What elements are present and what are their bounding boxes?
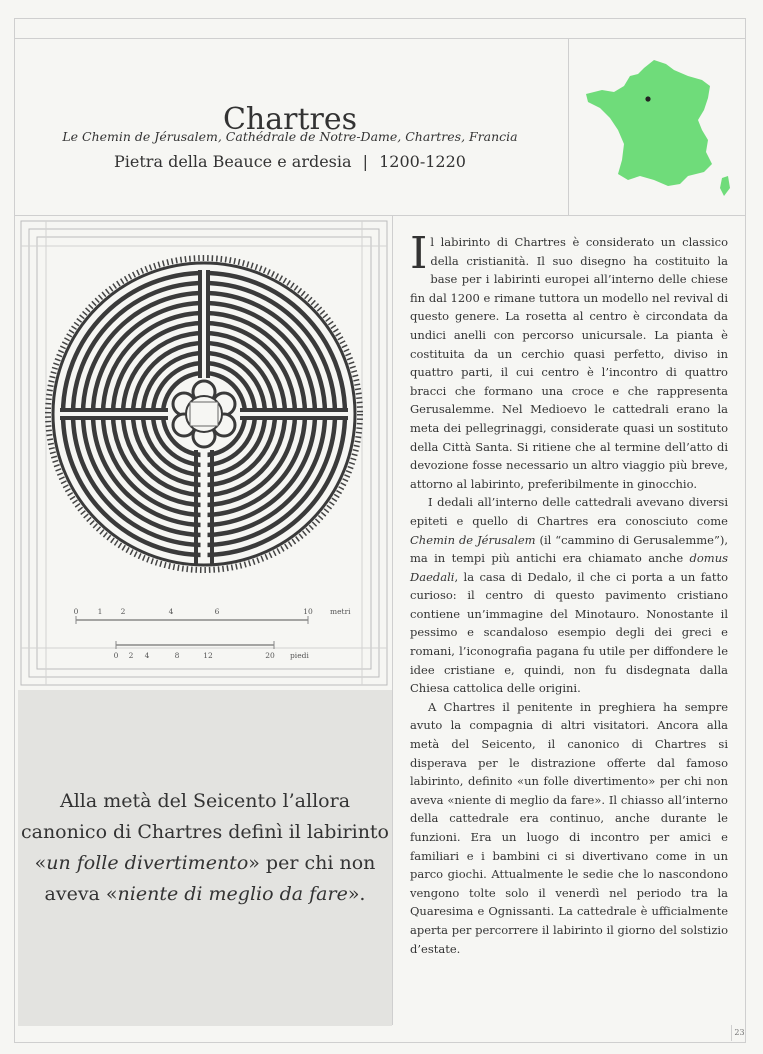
quote-emphasis-1: un folle divertimento: [46, 852, 249, 874]
column-divider: [392, 215, 393, 1025]
metri-tick-3: 4: [168, 607, 174, 616]
page-number: 23: [731, 1025, 747, 1041]
quote-text-2: » per chi non aveva «: [44, 852, 376, 905]
header-top-rule: [14, 38, 746, 39]
piedi-tick-2: 4: [144, 651, 150, 660]
paragraph-2: [410, 493, 728, 698]
header-bottom-rule: [14, 215, 746, 216]
paragraph-2-emphasis-1: Chemin de Jérusalem: [410, 532, 536, 547]
quote-text-3: ».: [347, 883, 366, 905]
metri-tick-0: 0: [73, 607, 79, 616]
separator: |: [362, 152, 369, 171]
pull-quote: [18, 786, 392, 910]
piedi-tick-3: 8: [174, 651, 180, 660]
piedi-tick-1: 2: [128, 651, 134, 660]
paragraph-2-text-b: (il “cammino di Gerusalemme”), ma in tempi più antichi era chiamato anche: [410, 532, 728, 566]
piedi-tick-5: 20: [265, 651, 275, 660]
material-text: Pietra della Beauce e ardesia: [114, 152, 352, 171]
france-map: [584, 56, 734, 202]
quote-text-1: Alla metà del Seicento l’allora canonico di Chartres definì il labirinto «: [20, 790, 390, 874]
paragraph-1-text: l labirinto di Chartres è considerato un classico della cristianità. Il suo disegno ha costituito la base per i labirinti europei all’interno delle chiese fin dal 1200 e rimane tuttora un modello nel revival di questo genere. La rosetta al centro è circondata da undici anelli con percorso unicursale. La pianta è costituita da un cerchio quasi perfetto, diviso in quattro parti, il cui centro è l’incontro di quattro bracci che formano una croce e che rappresenta Gerusalemme. Nel Medioevo le cattedrali erano la meta dei pellegrinaggi, considerate quasi un sostituto della Città Santa. Si ritiene che al termine dell’atto di devozione fosse necessario un altro viaggio più breve, attorno al labirinto, preferibilmente in ginocchio.: [410, 235, 728, 491]
paragraph-3: A Chartres il penitente in preghiera ha sempre avuto la compagnia di altri visitatori. Ancora alla metà del Seicento, il canonico di Chartres si disperava per le distrazione offerte dal famoso labirinto, definito «un folle divertimento» per chi non aveva «niente di meglio da fare». Il chiasso all’interno della cattedrale era continuo, anche durante le funzioni. Era un luogo di incontro per amici e familiari e i bambini ci si divertivano come in un parco giochi. Attualmente le sedie che lo nascondono vengono tolte solo il venerdì nel periodo tra la Quaresima e Ognissanti. La cattedrale è ufficialmente aperta per percorrere il labirinto il giorno del solstizio d’estate.: [410, 699, 728, 956]
piedi-tick-4: 12: [203, 651, 213, 660]
metri-tick-2: 2: [120, 607, 126, 616]
paragraph-1: [410, 228, 728, 493]
pull-quote-box: [18, 690, 392, 1026]
labyrinth-plan: [18, 218, 390, 688]
piedi-tick-0: 0: [113, 651, 119, 660]
date-range: 1200-1220: [379, 152, 466, 171]
material-line: [20, 152, 560, 171]
paragraph-2-emphasis-2: domus Daedali: [410, 551, 728, 584]
chartres-marker: [645, 96, 650, 101]
labyrinth-drawing: [48, 258, 360, 570]
quote-emphasis-2: niente di meglio da fare: [117, 883, 348, 905]
metri-tick-1: 1: [97, 607, 103, 616]
article-body: [410, 228, 728, 958]
corsica-shape: [720, 176, 730, 196]
paragraph-2-text-c: , la casa di Dedalo, il che ci porta a un fatto curioso: il centro di questo pavimento cristiano contiene un’immagine del Minotauro. Nonostante il pessimo e scandaloso esempio degli dei greci e romani, l’iconografia pagana fu utile per diffondere le idee cristiane e, quindi, non fu disdegnata dalla Chiesa cattolica delle origini.: [410, 569, 728, 696]
paragraph-2-text-a: I dedali all’interno delle cattedrali avevano diversi epiteti e quello di Chartres era conosciuto come: [410, 495, 728, 528]
drop-cap: I: [410, 228, 428, 279]
metri-tick-4: 6: [214, 607, 220, 616]
page-subtitle: Le Chemin de Jérusalem, Cathédrale de Notre-Dame, Chartres, Francia: [62, 129, 518, 144]
metri-unit: metri: [330, 607, 351, 616]
scale-bars: [74, 607, 352, 660]
page-title: Chartres: [222, 102, 358, 138]
france-shape: [586, 60, 712, 186]
piedi-unit: piedi: [290, 651, 309, 660]
header-divider: [568, 38, 569, 215]
metri-tick-5: 10: [303, 607, 313, 616]
